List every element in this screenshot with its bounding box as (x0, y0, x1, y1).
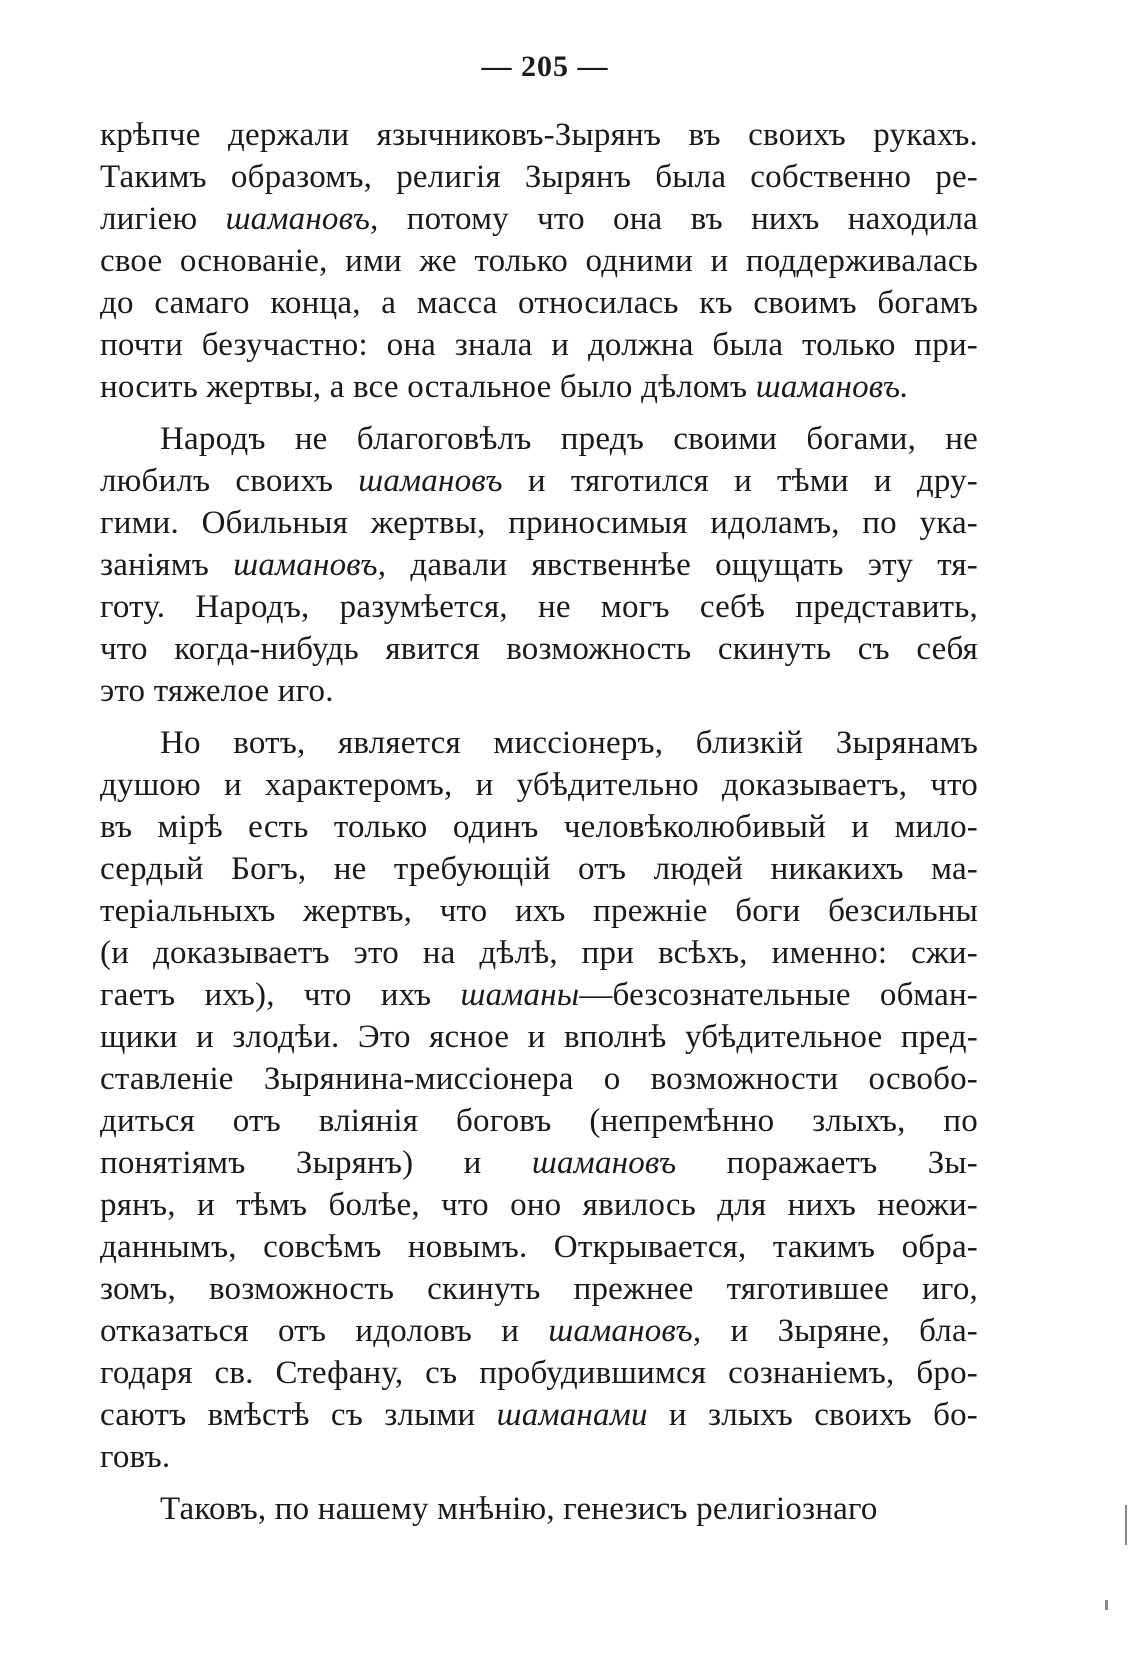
text-line: Но вотъ, является миссіонеръ, близкій Зырянамъ (160, 725, 978, 761)
line-text: саютъ вмѣстѣ съ злыми (100, 1397, 497, 1433)
line-text: заніямъ (100, 547, 234, 583)
line-text: и Зыряне, бла- (701, 1313, 978, 1349)
paragraph-gap (100, 408, 978, 418)
line-text: и тяготился и тѣми и дру- (502, 463, 978, 499)
text-line: даннымъ, совсѣмъ новымъ. Открывается, такимъ обра- (100, 1229, 978, 1265)
italic-term: шамановъ, (548, 1313, 702, 1349)
scan-margin-mark (1125, 1505, 1127, 1545)
text-line: рянъ, и тѣмъ болѣе, что оно явилось для нихъ неожи- (100, 1187, 978, 1223)
italic-term: шамановъ, (225, 201, 379, 237)
line-text: лигіею (100, 201, 226, 237)
paragraph (100, 114, 978, 408)
text-line: говъ. (100, 1439, 171, 1475)
text-line: въ мірѣ есть только одинъ человѣколюбивый и мило- (100, 809, 978, 845)
text-line (100, 1310, 978, 1352)
paragraph-gap (100, 712, 978, 722)
text-line: диться отъ вліянія боговъ (непремѣнно злыхъ, по (100, 1103, 978, 1139)
italic-term: шамановъ (531, 1145, 677, 1181)
text-line: свое основаніе, ими же только одними и поддерживалась (100, 243, 978, 279)
line-text: любилъ своихъ (100, 463, 359, 499)
text-line: ставленіе Зырянина-миссіонера о возможности освобо- (100, 1061, 978, 1097)
text-line: почти безучастно: она знала и должна была только при- (100, 327, 978, 363)
text-line (100, 974, 978, 1016)
text-line: Такимъ образомъ, религія Зырянъ была собственно ре- (100, 159, 978, 195)
text-line: теріальныхъ жертвъ, что ихъ прежніе боги безсильны (100, 893, 978, 929)
text-line: душою и характеромъ, и убѣдительно доказываетъ, что (100, 767, 978, 803)
text-line: щики и злодѣи. Это ясное и вполнѣ убѣдительное пред- (100, 1019, 978, 1055)
scan-margin-mark (1105, 1600, 1108, 1610)
text-line (100, 1394, 978, 1436)
text-line: до самаго конца, а масса относилась къ своимъ богамъ (100, 285, 978, 321)
text-line: зомъ, возможность скинуть прежнее тяготившее иго, (100, 1271, 978, 1307)
text-line (100, 366, 978, 408)
text-line (100, 544, 978, 586)
paragraph (100, 1488, 978, 1530)
italic-term: шаманы (460, 977, 580, 1013)
text-line: это тяжелое иго. (100, 673, 334, 709)
line-text: носить жертвы, а все остальное было дѣломъ (100, 369, 756, 405)
text-line (100, 460, 978, 502)
text-line: сердый Богъ, не требующій отъ людей никакихъ ма- (100, 851, 978, 887)
body-text (100, 114, 978, 1530)
text-line: крѣпче держали язычниковъ-Зырянъ въ своихъ рукахъ. (100, 117, 978, 153)
line-text: понятіямъ Зырянъ) и (100, 1145, 532, 1181)
italic-term: шамановъ, (233, 547, 387, 583)
text-line: Таковъ, по нашему мнѣнію, генезисъ религіознаго (160, 1491, 878, 1527)
text-line (100, 1142, 978, 1184)
paragraph (100, 418, 978, 712)
text-line: (и доказываетъ это на дѣлѣ, при всѣхъ, именно: сжи- (100, 935, 978, 971)
text-line: годаря св. Стефану, съ пробудившимся сознаніемъ, бро- (100, 1355, 978, 1391)
line-text: и злыхъ своихъ бо- (647, 1397, 978, 1433)
italic-term: шамановъ. (755, 369, 909, 405)
text-line: что когда-нибудь явится возможность скинуть съ себя (100, 631, 978, 667)
italic-term: шамановъ (358, 463, 503, 499)
line-text: гаетъ ихъ), что ихъ (100, 977, 461, 1013)
line-text: давали явственнѣе ощущать эту тя- (386, 547, 978, 583)
line-text: поражаетъ Зы- (676, 1145, 978, 1181)
text-line: готу. Народъ, разумѣется, не могъ себѣ представить, (100, 589, 978, 625)
italic-term: шаманами (496, 1397, 648, 1433)
text-line: гими. Обильныя жертвы, приносимыя идоламъ, по ука- (100, 505, 978, 541)
text-line (100, 198, 978, 240)
line-text: потому что она въ нихъ находила (378, 201, 978, 237)
line-text: отказаться отъ идоловъ и (100, 1313, 549, 1349)
page-number: — 205 — (481, 50, 609, 83)
document-page (100, 50, 978, 1530)
text-line: Народъ не благоговѣлъ предъ своими богами, не (160, 421, 978, 457)
line-text: —безсознательные обман- (579, 977, 978, 1013)
paragraph (100, 722, 978, 1478)
paragraph-gap (100, 1478, 978, 1488)
